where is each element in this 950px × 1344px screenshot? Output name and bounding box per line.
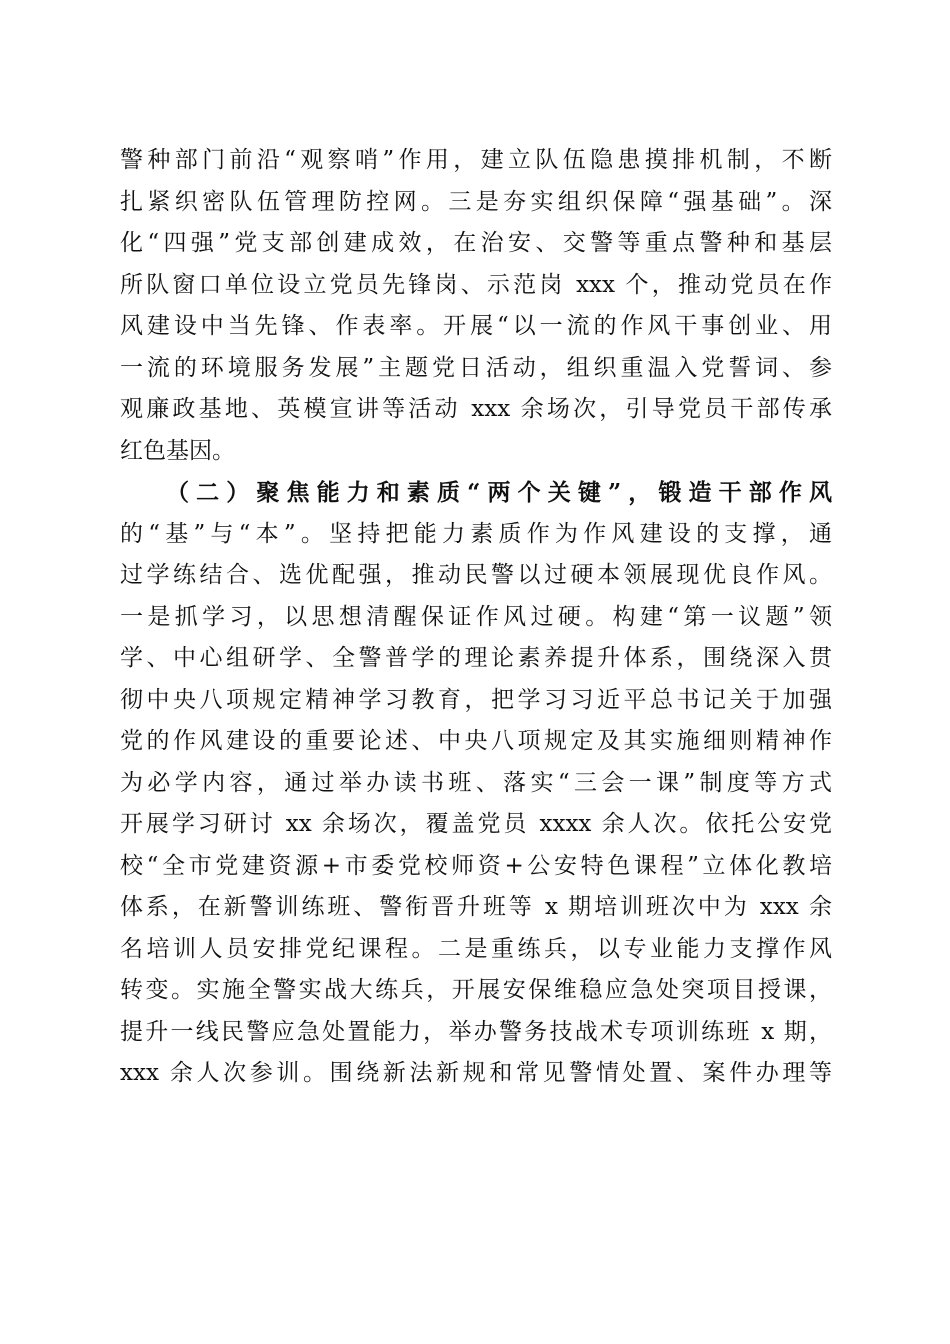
paragraph-line: 转变。实施全警实战大练兵，开展安保维稳应急处突项目授课， — [120, 977, 832, 1003]
paragraph-line: 过学练结合、选优配强，推动民警以过硬本领展现优良作风。 — [120, 562, 832, 588]
section-heading-line: （二）聚焦能力和素质“两个关键”，锻造干部作风 — [166, 479, 832, 506]
paragraph-line: 彻中央八项规定精神学习教育，把学习习近平总书记关于加强 — [120, 686, 832, 713]
paragraph-line: 提升一线民警应急处置能力，举办警务技战术专项训练班 x 期， — [120, 1018, 832, 1045]
paragraph-line: 的“基”与“本”。坚持把能力素质作为作风建设的支撑，通 — [120, 520, 832, 547]
paragraph-line: 学、中心组研学、全警普学的理论素养提升体系，围绕深入贯 — [120, 645, 832, 671]
paragraph-line: 扎紧织密队伍管理防控网。三是夯实组织保障“强基础”。深 — [120, 188, 832, 215]
body-text — [120, 140, 832, 1095]
paragraph-line: 红色基因。 — [120, 437, 235, 464]
paragraph-line: 党的作风建设的重要论述、中央八项规定及其实施细则精神作 — [120, 728, 832, 754]
paragraph-line: 为必学内容，通过举办读书班、落实“三会一课”制度等方式 — [120, 769, 832, 796]
paragraph-line: xxx 余人次参训。围绕新法新规和常见警情处置、案件办理等 — [120, 1060, 832, 1086]
paragraph-line: 化“四强”党支部创建成效，在治安、交警等重点警种和基层 — [120, 230, 832, 256]
paragraph-line: 观廉政基地、英模宣讲等活动 xxx 余场次，引导党员干部传承 — [120, 396, 832, 422]
paragraph-line: 体系，在新警训练班、警衔晋升班等 x 期培训班次中为 xxx 余 — [120, 894, 832, 920]
paragraph-line: 风建设中当先锋、作表率。开展“以一流的作风干事创业、用 — [120, 313, 832, 339]
paragraph-line: 一是抓学习，以思想清醒保证作风过硬。构建“第一议题”领 — [120, 603, 832, 630]
paragraph-line: 所队窗口单位设立党员先锋岗、示范岗 xxx 个，推动党员在作 — [120, 271, 832, 298]
paragraph-line: 开展学习研讨 xx 余场次，覆盖党员 xxxx 余人次。依托公安党 — [120, 811, 832, 837]
paragraph-line: 一流的环境服务发展”主题党日活动，组织重温入党誓词、参 — [120, 354, 832, 381]
paragraph-line: 名培训人员安排党纪课程。二是重练兵，以专业能力支撑作风 — [120, 935, 832, 962]
paragraph-line: 警种部门前沿“观察哨”作用，建立队伍隐患摸排机制，不断 — [120, 147, 832, 173]
paragraph-line: 校“全市党建资源+市委党校师资+公安特色课程”立体化教培 — [120, 852, 832, 879]
